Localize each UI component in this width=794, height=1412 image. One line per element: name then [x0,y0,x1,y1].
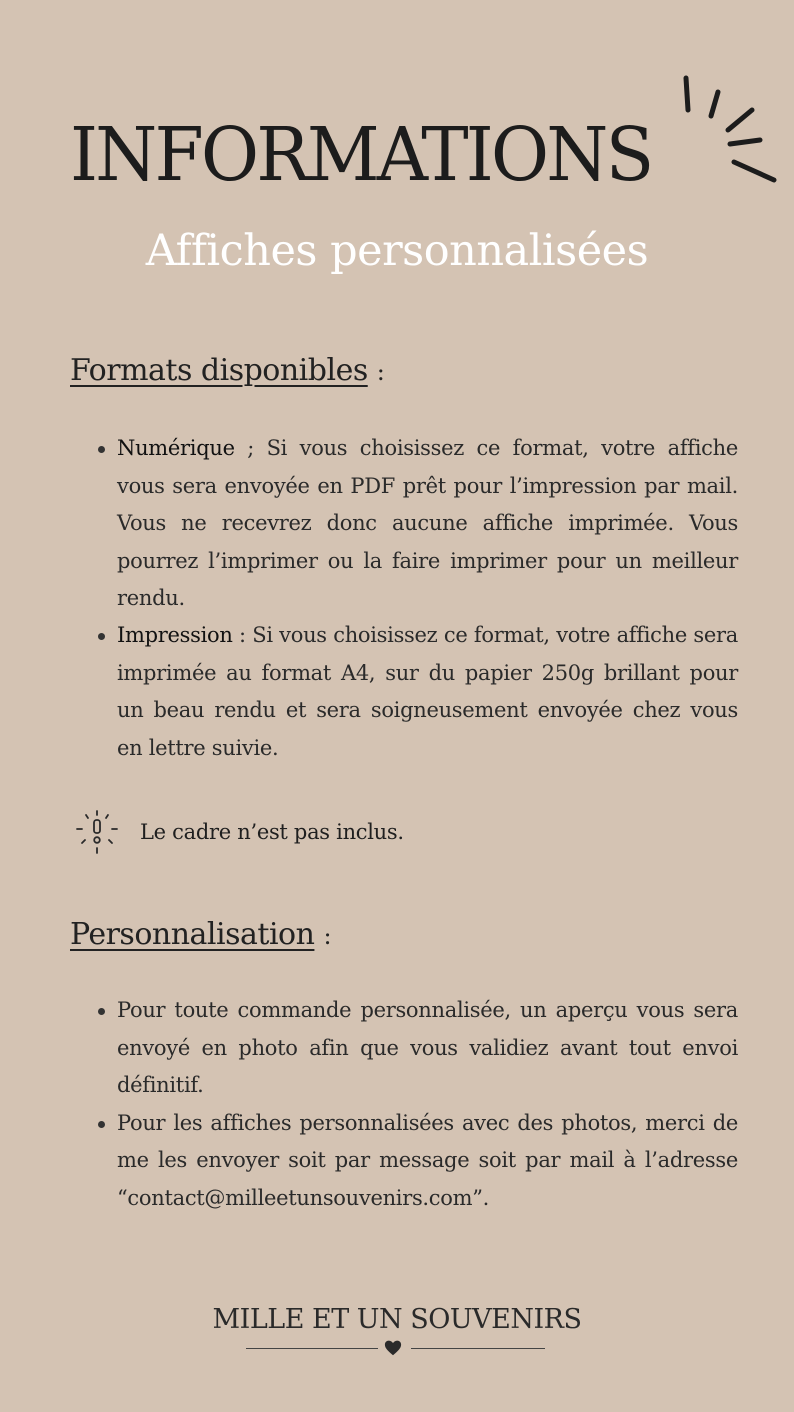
format-separator: : [232,623,253,647]
heart-icon [384,1339,402,1357]
list-item: Pour les affiches personnalisées avec des photos, merci de me les envoyer soit par message soit par mail à l’adresse “contact@milleetunsouvenirs.com”. [117,1105,738,1218]
personnalisation-list [117,992,738,1217]
sparkle-burst-icon [676,70,786,190]
list-item-numerique [117,430,738,618]
format-term: Impression [117,623,233,647]
frame-notice [74,808,404,856]
formats-list [117,430,738,618]
exclamation-burst-icon [74,809,120,855]
format-term: Numérique [117,436,235,460]
format-separator: ; [234,436,267,460]
formats-list-2 [117,617,738,767]
page-subtitle: Affiches personnalisées [145,226,649,276]
list-item: Pour toute commande personnalisée, un aperçu vous sera envoyé en photo afin que vous validiez avant tout envoi définitif. [117,992,738,1105]
section-heading-personnalisation-colon: : [323,922,332,950]
footer-divider-left [246,1348,378,1349]
footer-brand: MILLE ET UN SOUVENIRS [212,1304,582,1335]
section-heading-formats-label: Formats disponibles [70,353,368,388]
section-heading-personnalisation-label: Personnalisation [70,917,315,952]
format-description: Si vous choisissez ce format, votre affiche sera imprimée au format A4, sur du papier 250g brillant pour un beau rendu et sera soigneusement envoyée chez vous en lettre suivie. [117,623,738,760]
section-heading-formats-colon: : [376,358,385,386]
list-item-impression [117,617,738,767]
section-heading-formats [70,353,385,388]
page-title: INFORMATIONS [70,112,652,198]
footer-divider-right [411,1348,545,1349]
format-description: Si vous choisissez ce format, votre affiche vous sera envoyée en PDF prêt pour l’impression par mail. Vous ne recevrez donc aucune affiche imprimée. Vous pourrez l’imprimer ou la faire imprimer pour un meilleur rendu. [117,436,738,610]
section-heading-personnalisation [70,917,332,952]
notice-text: Le cadre n’est pas inclus. [140,820,404,844]
